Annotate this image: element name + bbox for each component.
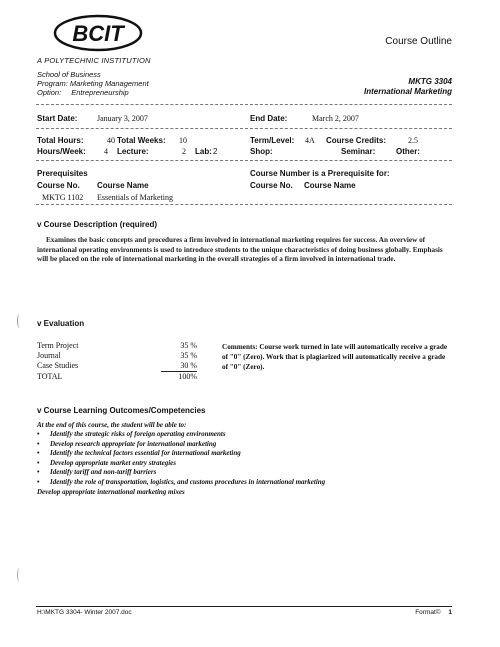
footer-rule	[36, 606, 452, 607]
outcomes-list	[37, 430, 325, 487]
evaluation-table	[37, 341, 197, 382]
hours-week-value: 4	[104, 147, 108, 156]
prereq-col-name: Course Name	[97, 181, 149, 190]
end-date-label: End Date:	[250, 114, 288, 123]
footer-file: H:\MKTG 3304- Winter 2007.doc	[37, 609, 132, 616]
divider	[36, 204, 452, 205]
eval-row	[37, 341, 197, 351]
list-item: • Develop research appropriate for international marketing	[37, 440, 325, 450]
outcomes-intro: At the end of this course, the student will be able to:	[37, 421, 187, 429]
eval-total-label: TOTAL	[37, 372, 63, 381]
total-hours-label: Total Hours:	[37, 136, 84, 145]
evaluation-comments: Comments: Course work turned in late will automatically receive a grade of "0" (Zero). Work that is plagiarized will automatically receive a grade of "0" (Zero).	[222, 343, 448, 371]
prereq-col-no: Course No.	[37, 181, 80, 190]
list-item: • Identify tariff and non-tariff barriers	[37, 468, 325, 478]
course-title: International Marketing	[363, 87, 452, 96]
option-label: Option:	[37, 88, 62, 97]
eval-value: 35 %	[180, 351, 197, 360]
prereq-title: Prerequisites	[37, 169, 88, 178]
scan-mark	[17, 568, 22, 582]
eval-total-value: 100%	[178, 372, 197, 381]
outcomes-last: Develop appropriate international marketing mixes	[37, 488, 185, 496]
list-item: • Identify the role of transportation, logistics, and customs procedures in international marketing	[37, 478, 325, 488]
seminar-label: Seminar:	[341, 147, 376, 156]
shop-label: Shop:	[250, 147, 273, 156]
total-weeks-label: Total Weeks:	[117, 136, 166, 145]
lecture-value: 2	[182, 147, 186, 156]
hours-week-label: Hours/Week:	[37, 147, 86, 156]
evaluation-heading: v Evaluation	[37, 319, 85, 328]
eval-label: Term Project	[37, 341, 79, 350]
description-text: Examines the basic concepts and procedures a firm involved in international marketing requires for success. An overview of international operating environments is used to introduce students to the unique characteristics of doing business globally. Emphasis will be placed on the role of international marketing in the overall strategies of a firm involved in international trade.	[37, 236, 443, 263]
start-date-label: Start Date:	[37, 114, 78, 123]
total-hours-value: 40	[107, 136, 115, 145]
prereq-course-name: Essentials of Marketing	[97, 193, 173, 202]
school: School of Business	[37, 70, 101, 79]
divider	[36, 104, 452, 105]
program: Program: Marketing Management	[37, 79, 149, 88]
other-label: Other:	[396, 147, 420, 156]
eval-total-row	[37, 372, 197, 382]
prereq-for-col-name: Course Name	[304, 181, 356, 190]
school-block	[37, 70, 149, 97]
logo-text: BCIT	[72, 21, 124, 46]
scan-mark	[17, 314, 22, 328]
eval-row	[37, 351, 197, 361]
term-level-label: Term/Level:	[250, 136, 295, 145]
list-item: • Identify the strategic risks of foreign operating environments	[37, 430, 325, 440]
footer-right	[415, 609, 452, 616]
footer-format: Format©	[415, 609, 441, 616]
lab-label: Lab:	[195, 147, 212, 156]
course-code: MKTG 3304	[408, 77, 452, 86]
doc-type: Course Outline	[385, 36, 452, 47]
bcit-logo	[52, 12, 144, 54]
course-id-block	[364, 77, 452, 97]
list-item: • Develop appropriate market entry strategies	[37, 459, 325, 469]
divider	[36, 160, 452, 161]
lab-value: 2	[213, 147, 218, 156]
eval-value: 35 %	[180, 341, 197, 350]
eval-label: Journal	[37, 351, 61, 360]
divider	[36, 128, 452, 129]
lecture-label: Lecture:	[117, 147, 149, 156]
start-date-value: January 3, 2007	[97, 114, 148, 123]
eval-value: 30 %	[180, 361, 197, 370]
prereq-for-title: Course Number is a Prerequisite for:	[250, 169, 390, 178]
list-item: • Identify the technical factors essential for international marketing	[37, 449, 325, 459]
end-date-value: March 2, 2007	[312, 114, 359, 123]
eval-row	[37, 361, 197, 371]
term-level-value: 4A	[305, 136, 315, 145]
page-number: 1	[448, 609, 452, 616]
option-value: Entrepreneurship	[71, 88, 129, 97]
course-credits-label: Course Credits:	[326, 136, 387, 145]
prereq-course-no: MKTG 1102	[42, 193, 84, 202]
institution: A POLYTECHNIC INSTITUTION	[37, 56, 151, 65]
eval-label: Case Studies	[37, 361, 79, 370]
course-credits-value: 2.5	[408, 136, 418, 145]
outcomes-heading: v Course Learning Outcomes/Competencies	[37, 406, 206, 415]
prereq-for-col-no: Course No.	[250, 181, 293, 190]
total-weeks-value: 10	[179, 136, 187, 145]
description-heading: v Course Description (required)	[37, 220, 158, 229]
